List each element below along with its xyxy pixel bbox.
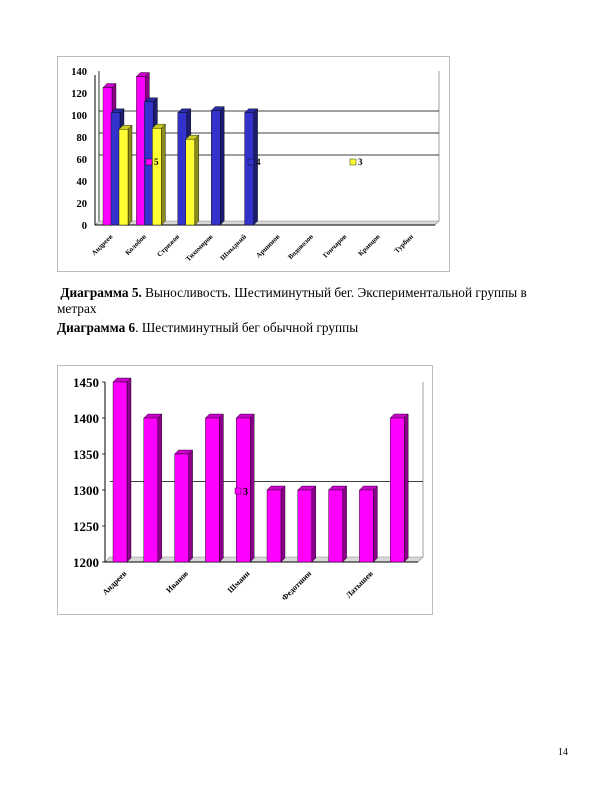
legend-swatch-4 [248, 159, 254, 165]
diagram-5-label: Диаграмма 5. [60, 285, 142, 300]
x-tick-label: Водовозов [286, 232, 315, 262]
diagram-6-caption [57, 320, 557, 336]
x-tick-label: Аршинов [254, 232, 282, 260]
x-tick-label: Шмыдкий [218, 232, 249, 263]
legend-label: 3 [243, 487, 248, 498]
bar-3 [119, 125, 132, 225]
diagram-5-svg [58, 57, 451, 273]
y-tick-label: 1250 [73, 519, 99, 534]
x-tick-label: Иванов [164, 569, 191, 595]
diagram-6-svg [58, 366, 434, 616]
legend-swatch [235, 488, 241, 494]
x-tick-label: Латышев [344, 569, 375, 600]
y-tick-label: 1450 [73, 375, 99, 390]
bar [359, 486, 377, 562]
y-tick-label: 1200 [73, 555, 99, 570]
x-tick-label: Турбин [392, 232, 416, 255]
bar [205, 414, 223, 562]
legend-swatch-5 [146, 159, 152, 165]
diagram-5-caption [57, 285, 557, 317]
bar [113, 378, 131, 562]
bar-3 [152, 124, 165, 225]
x-tick-label: Кравцов [356, 232, 382, 258]
y-tick-label: 1350 [73, 447, 99, 462]
page-number: 14 [558, 747, 568, 758]
x-tick-label: Шмаин [225, 569, 252, 595]
bar-3 [186, 135, 199, 225]
y-tick-label: 120 [71, 89, 87, 100]
legend-label-4: 4 [256, 157, 261, 167]
x-tick-label: Гончаров [321, 232, 349, 260]
bar [298, 486, 316, 562]
y-tick-label: 80 [76, 133, 87, 144]
y-tick-label: 1400 [73, 411, 99, 426]
diagram-6-label: Диаграмма 6 [57, 320, 136, 335]
x-tick-label: Андреев [89, 232, 115, 258]
diagram-5-text: Выносливость. Шестиминутный бег. Экспериментальной группы в метрах [57, 285, 527, 316]
bar [144, 414, 162, 562]
x-tick-label: Стрижов [155, 232, 182, 259]
legend-swatch-3 [350, 159, 356, 165]
y-tick-label: 40 [76, 177, 87, 188]
bar [329, 486, 347, 562]
y-tick-label: 20 [76, 199, 87, 210]
x-tick-label: Колобов [123, 232, 148, 257]
y-tick-label: 60 [76, 155, 87, 166]
diagram-6-chart [57, 365, 433, 615]
x-tick-label: Тихомиров [184, 232, 215, 264]
y-tick-label: 140 [71, 67, 87, 78]
bar-4 [211, 107, 224, 225]
legend-label-3: 3 [358, 157, 363, 167]
y-tick-label: 100 [71, 111, 87, 122]
bar [175, 450, 193, 562]
diagram-6-text: . Шестиминутный бег обычной группы [135, 320, 359, 335]
bar [267, 486, 285, 562]
x-tick-label: Федотшин [279, 569, 314, 603]
x-tick-label: Андреев [100, 569, 129, 597]
legend-label-5: 5 [154, 157, 159, 167]
y-tick-label: 1300 [73, 483, 99, 498]
bar [390, 414, 408, 562]
y-tick-label: 0 [81, 221, 87, 232]
diagram-5-chart [57, 56, 450, 272]
